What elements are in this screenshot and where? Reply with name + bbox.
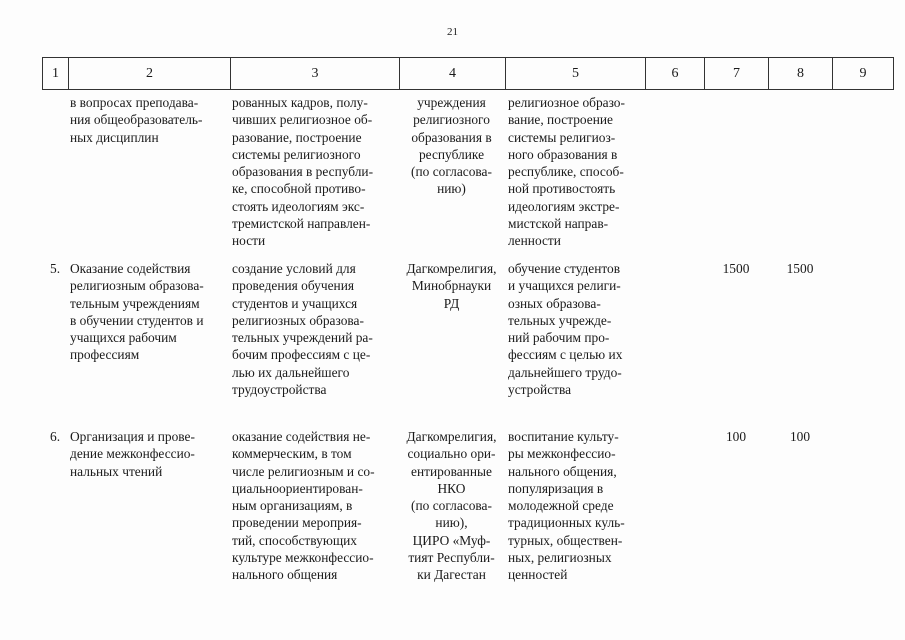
event-name-cell-line: тельным учреждениям [70, 295, 200, 311]
header-col-2: 2 [68, 58, 230, 89]
expected-results-cell-line: тельных учрежде- [508, 312, 612, 328]
header-col-9: 9 [832, 58, 894, 89]
executors-cell-line: (по согласова- [411, 164, 492, 180]
expected-results-cell [508, 94, 645, 250]
table-header [42, 57, 894, 90]
funding-col-8: 100 [789, 429, 811, 444]
expected-results-cell-line: фессиям с целью их [508, 347, 623, 363]
executors-cell [399, 428, 504, 584]
expected-results-cell-line: молодежной среде [508, 498, 614, 514]
executors-cell-line: республике [418, 146, 485, 162]
funding-col-8: 1500 [786, 261, 814, 276]
executors-cell-line: (по согласова- [411, 498, 492, 514]
event-content-cell-line: циальноориентирован- [232, 480, 363, 496]
event-content-cell-line: образования в республи- [232, 164, 374, 180]
event-content-cell-line: тельных учреждений ра- [232, 330, 373, 346]
event-content-cell [232, 94, 400, 250]
event-content-cell-line: стоять идеологиям экс- [232, 198, 365, 214]
event-content-cell-line: коммерческим, в том [232, 446, 352, 462]
event-content-cell-line: студентов и учащихся [232, 295, 358, 311]
executors-cell [399, 260, 504, 312]
event-name-cell [70, 260, 228, 364]
event-name-cell-line: религиозным образова- [70, 278, 204, 294]
event-content-cell-line: тий, способствующих [232, 532, 358, 548]
event-name-cell [70, 428, 228, 480]
expected-results-cell-line: ры межконфессио- [508, 446, 616, 462]
expected-results-cell-line: системы религиоз- [508, 129, 616, 145]
expected-results-cell-line: ценностей [508, 567, 568, 583]
executors-cell-line: религиозного [413, 112, 490, 128]
event-name-cell-line: дение межконфессио- [70, 446, 195, 462]
expected-results-cell-line: ного образования в [508, 146, 618, 162]
expected-results-cell-line: вание, построение [508, 112, 613, 128]
event-content-cell-line: ке, способной противо- [232, 181, 366, 197]
expected-results-cell-line: мистской направ- [508, 216, 609, 232]
event-content-cell-line: разование, построение [232, 129, 362, 145]
event-name-cell-line: ных дисциплин [70, 129, 159, 145]
executors-cell [399, 94, 504, 198]
executors-cell-line: нию), [435, 515, 468, 531]
event-content-cell-line: системы религиозного [232, 146, 361, 162]
executors-cell-line: ки Дагестан [417, 567, 486, 583]
executors-cell-line: тият Республи- [408, 550, 495, 566]
event-content-cell-line: оказание содействия не- [232, 429, 371, 444]
event-content-cell-line: нального общения [232, 567, 338, 583]
funding-col-7: 100 [725, 429, 747, 444]
event-name-cell-line: профессиям [70, 347, 140, 363]
event-content-cell-line: числе религиозным и со- [232, 463, 375, 479]
event-content-cell-line: проведении мероприя- [232, 515, 362, 531]
executors-cell-line: ентированные [411, 463, 492, 479]
expected-results-cell-line: устройства [508, 382, 572, 398]
expected-results-cell-line: дальнейшего трудо- [508, 364, 622, 380]
expected-results-cell-line: воспитание культу- [508, 429, 619, 444]
expected-results-cell-line: ной противостоять [508, 181, 616, 197]
event-name-cell-line: в вопросах преподава- [70, 95, 199, 110]
executors-cell-line: ЦИРО «Муф- [412, 532, 491, 548]
executors-cell-line: Минобрнауки [411, 278, 492, 294]
executors-cell-line: НКО [437, 480, 466, 496]
expected-results-cell-line: озных образова- [508, 295, 601, 311]
executors-cell-line: нию) [437, 181, 466, 197]
expected-results-cell-line: нального общения, [508, 463, 617, 479]
event-name-cell-line: ния общеобразователь- [70, 112, 203, 128]
expected-results-cell [508, 428, 645, 584]
event-content-cell-line: проведения обучения [232, 278, 355, 294]
event-content-cell-line: создание условий для [232, 261, 356, 276]
executors-cell-line: Дагкомрелигия, [406, 429, 497, 444]
executors-cell-line: учреждения [417, 95, 486, 110]
page-number: 21 [447, 26, 458, 38]
event-content-cell [232, 260, 400, 398]
event-content-cell-line: тремистской направлен- [232, 216, 371, 232]
row-number: 6. [50, 429, 61, 444]
expected-results-cell-line: республике, способ- [508, 164, 624, 180]
expected-results-cell-line: ных, религиозных [508, 550, 612, 566]
event-content-cell-line: рованных кадров, полу- [232, 95, 368, 110]
header-col-8: 8 [768, 58, 832, 89]
header-col-3: 3 [230, 58, 399, 89]
header-col-1: 1 [42, 58, 68, 89]
event-content-cell-line: лью их дальнейшего [232, 364, 350, 380]
expected-results-cell-line: религиозное образо- [508, 95, 625, 110]
expected-results-cell-line: традиционных куль- [508, 515, 625, 531]
executors-cell-line: РД [443, 295, 460, 311]
expected-results-cell-line: ленности [508, 233, 561, 249]
executors-cell-line: образования в [411, 129, 492, 145]
header-col-5: 5 [505, 58, 645, 89]
event-name-cell-line: учащихся рабочим [70, 330, 177, 346]
event-content-cell-line: культуре межконфессио- [232, 550, 374, 566]
row-number: 5. [50, 261, 61, 276]
event-name-cell-line: в обучении студентов и [70, 312, 204, 328]
expected-results-cell-line: обучение студентов [508, 261, 621, 276]
event-content-cell-line: чивших религиозное об- [232, 112, 373, 128]
expected-results-cell [508, 260, 645, 398]
header-col-7: 7 [704, 58, 768, 89]
executors-cell-line: Дагкомрелигия, [406, 261, 497, 276]
header-col-6: 6 [645, 58, 704, 89]
event-content-cell-line: ности [232, 233, 266, 249]
event-content-cell-line: трудоустройства [232, 382, 327, 398]
expected-results-cell-line: ний рабочим про- [508, 330, 610, 346]
expected-results-cell-line: популяризация в [508, 480, 604, 496]
funding-col-7: 1500 [722, 261, 750, 276]
header-col-4: 4 [399, 58, 505, 89]
expected-results-cell-line: идеологиям экстре- [508, 198, 620, 214]
event-name-cell [70, 94, 228, 146]
event-name-cell-line: Оказание содействия [70, 261, 191, 276]
event-content-cell-line: ным организациям, в [232, 498, 353, 514]
event-content-cell-line: религиозных образова- [232, 312, 364, 328]
executors-cell-line: социально ори- [407, 446, 496, 462]
event-content-cell-line: бочим профессиям с це- [232, 347, 371, 363]
event-content-cell [232, 428, 400, 584]
event-name-cell-line: нальных чтений [70, 463, 163, 479]
expected-results-cell-line: турных, обществен- [508, 532, 623, 548]
expected-results-cell-line: и учащихся религи- [508, 278, 621, 294]
event-name-cell-line: Организация и прове- [70, 429, 195, 444]
